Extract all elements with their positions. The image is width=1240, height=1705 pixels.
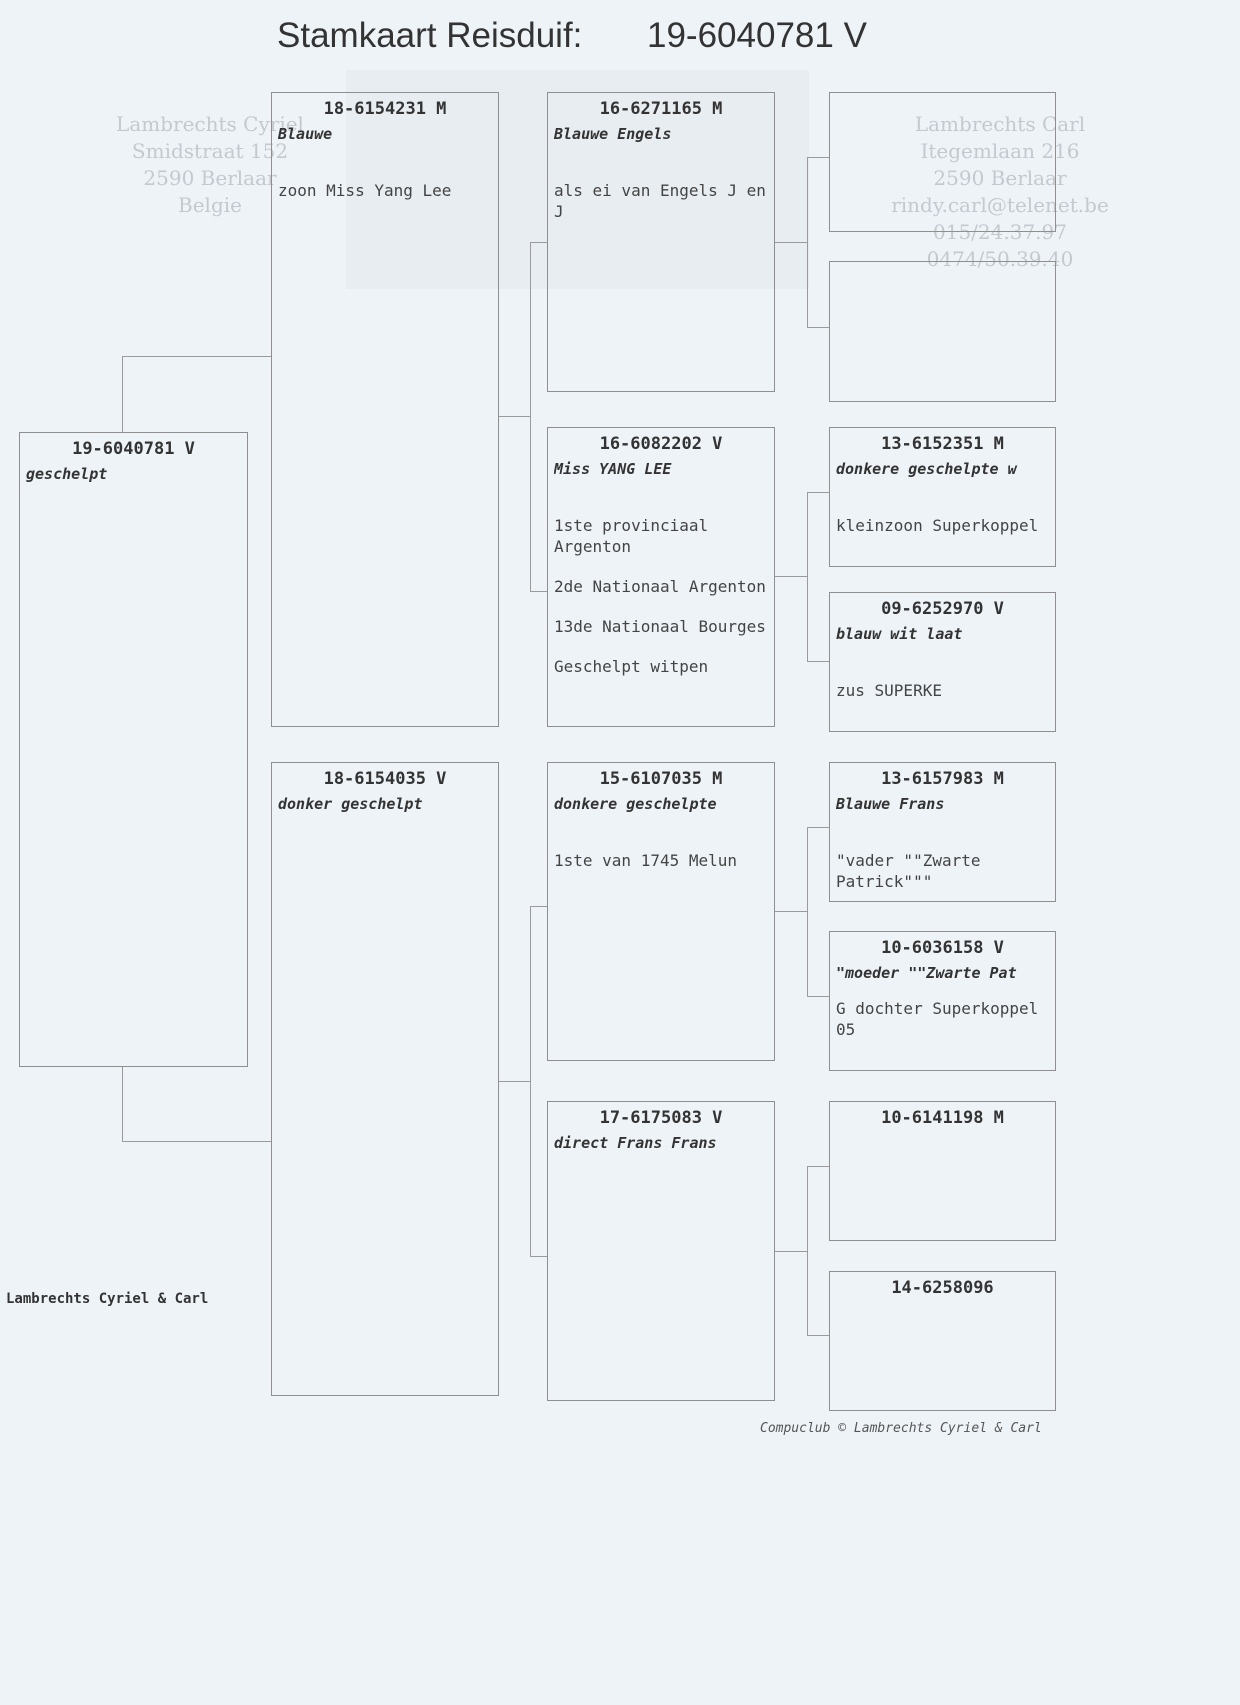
pigeon-color: Blauwe (278, 125, 333, 143)
connector (807, 157, 829, 158)
connector (807, 827, 808, 996)
ring-number: 16-6271165 M (599, 99, 723, 119)
watermark-address-right: Lambrechts Carl Itegemlaan 216 2590 Berlaar rindy.carl@telenet.be 015/24.37.97 0474/50.39.40 (891, 112, 1109, 271)
pigeon-notes: zus SUPERKE (836, 681, 942, 700)
pigeon-card-ffm[interactable] (829, 261, 1056, 402)
connector (807, 1335, 829, 1336)
connector (498, 1081, 530, 1082)
connector (807, 492, 808, 661)
connector (498, 416, 530, 417)
connector (122, 1066, 123, 1141)
pigeon-color: Blauwe Frans (836, 795, 945, 813)
pigeon-card-mmm[interactable] (829, 1271, 1056, 1411)
footer-credit: Compuclub © Lambrechts Cyriel & Carl (760, 1421, 1042, 1436)
pigeon-notes: "vader ""Zwarte Patrick""" (836, 851, 981, 891)
owner-name: Lambrechts Cyriel & Carl (6, 1291, 209, 1307)
pigeon-color: donkere geschelpte (554, 795, 717, 813)
connector (122, 356, 123, 433)
pigeon-color: donkere geschelpte w (836, 460, 1017, 478)
connector (530, 591, 547, 592)
pigeon-card-fmm[interactable] (829, 592, 1056, 732)
pigeon-color: geschelpt (26, 465, 108, 483)
pigeon-notes: 1ste van 1745 Melun (554, 851, 738, 870)
connector (530, 906, 531, 1256)
pigeon-card-father-mother[interactable] (547, 427, 775, 727)
connector (807, 327, 829, 328)
pigeon-color: donker geschelpt (278, 795, 423, 813)
pigeon-notes: als ei van Engels J en J (554, 181, 766, 221)
ring-number: 16-6082202 V (599, 434, 723, 454)
connector (775, 576, 807, 577)
connector (807, 827, 829, 828)
connector (530, 242, 547, 243)
pigeon-card-mother-father[interactable] (547, 762, 775, 1061)
pigeon-card-fmf[interactable] (829, 427, 1056, 567)
pigeon-notes: kleinzoon Superkoppel (836, 516, 1039, 535)
pigeon-card-fff[interactable] (829, 92, 1056, 232)
page-title: Stamkaart Reisduif: (277, 16, 583, 55)
pigeon-card-mother-mother[interactable] (547, 1101, 775, 1401)
connector (807, 996, 829, 997)
pigeon-color: Miss YANG LEE (554, 460, 672, 478)
pigeon-notes: G dochter Superkoppel 05 (836, 999, 1039, 1039)
ring-number: 14-6258096 (891, 1278, 994, 1298)
ring-number: 17-6175083 V (599, 1108, 723, 1128)
ring-number: 15-6107035 M (599, 769, 723, 789)
connector (122, 356, 271, 357)
connector (775, 911, 807, 912)
ring-number: 09-6252970 V (881, 599, 1004, 619)
pigeon-card-father-father[interactable] (547, 92, 775, 392)
pigeon-card-mother[interactable] (271, 762, 499, 1396)
connector (530, 242, 531, 591)
ring-number: 13-6152351 M (881, 434, 1004, 454)
pigeon-card-subject[interactable] (19, 432, 248, 1067)
connector (530, 906, 547, 907)
pigeon-color: "moeder ""Zwarte Pat (836, 964, 1017, 982)
pigeon-color: Blauwe Engels (554, 125, 672, 143)
pigeon-color: direct Frans Frans (554, 1134, 717, 1152)
pigeon-notes: zoon Miss Yang Lee (278, 181, 452, 200)
watermark-address-left: Lambrechts Cyriel Smidstraat 152 2590 Berlaar Belgie (116, 112, 304, 217)
connector (807, 157, 808, 327)
ring-number: 10-6036158 V (881, 938, 1004, 958)
pigeon-card-father[interactable] (271, 92, 499, 727)
ring-number: 18-6154035 V (323, 769, 447, 789)
pigeon-color: blauw wit laat (836, 625, 963, 643)
connector (807, 661, 829, 662)
connector (530, 1256, 547, 1257)
connector (122, 1141, 271, 1142)
connector (807, 492, 829, 493)
title-ring-number: 19-6040781 V (647, 16, 867, 55)
ring-number: 18-6154231 M (323, 99, 447, 119)
connector (807, 1166, 829, 1167)
connector (775, 1251, 807, 1252)
ring-number: 13-6157983 M (881, 769, 1004, 789)
ring-number: 10-6141198 M (881, 1108, 1004, 1128)
connector (807, 1166, 808, 1335)
pigeon-card-mmf[interactable] (829, 1101, 1056, 1241)
pigeon-card-mff[interactable] (829, 762, 1056, 902)
ring-number: 19-6040781 V (72, 439, 195, 459)
pigeon-card-mfm[interactable] (829, 931, 1056, 1071)
connector (775, 242, 807, 243)
pigeon-notes: 1ste provinciaal Argenton 2de Nationaal Argenton 13de Nationaal Bourges Geschelpt witpen (554, 516, 766, 676)
